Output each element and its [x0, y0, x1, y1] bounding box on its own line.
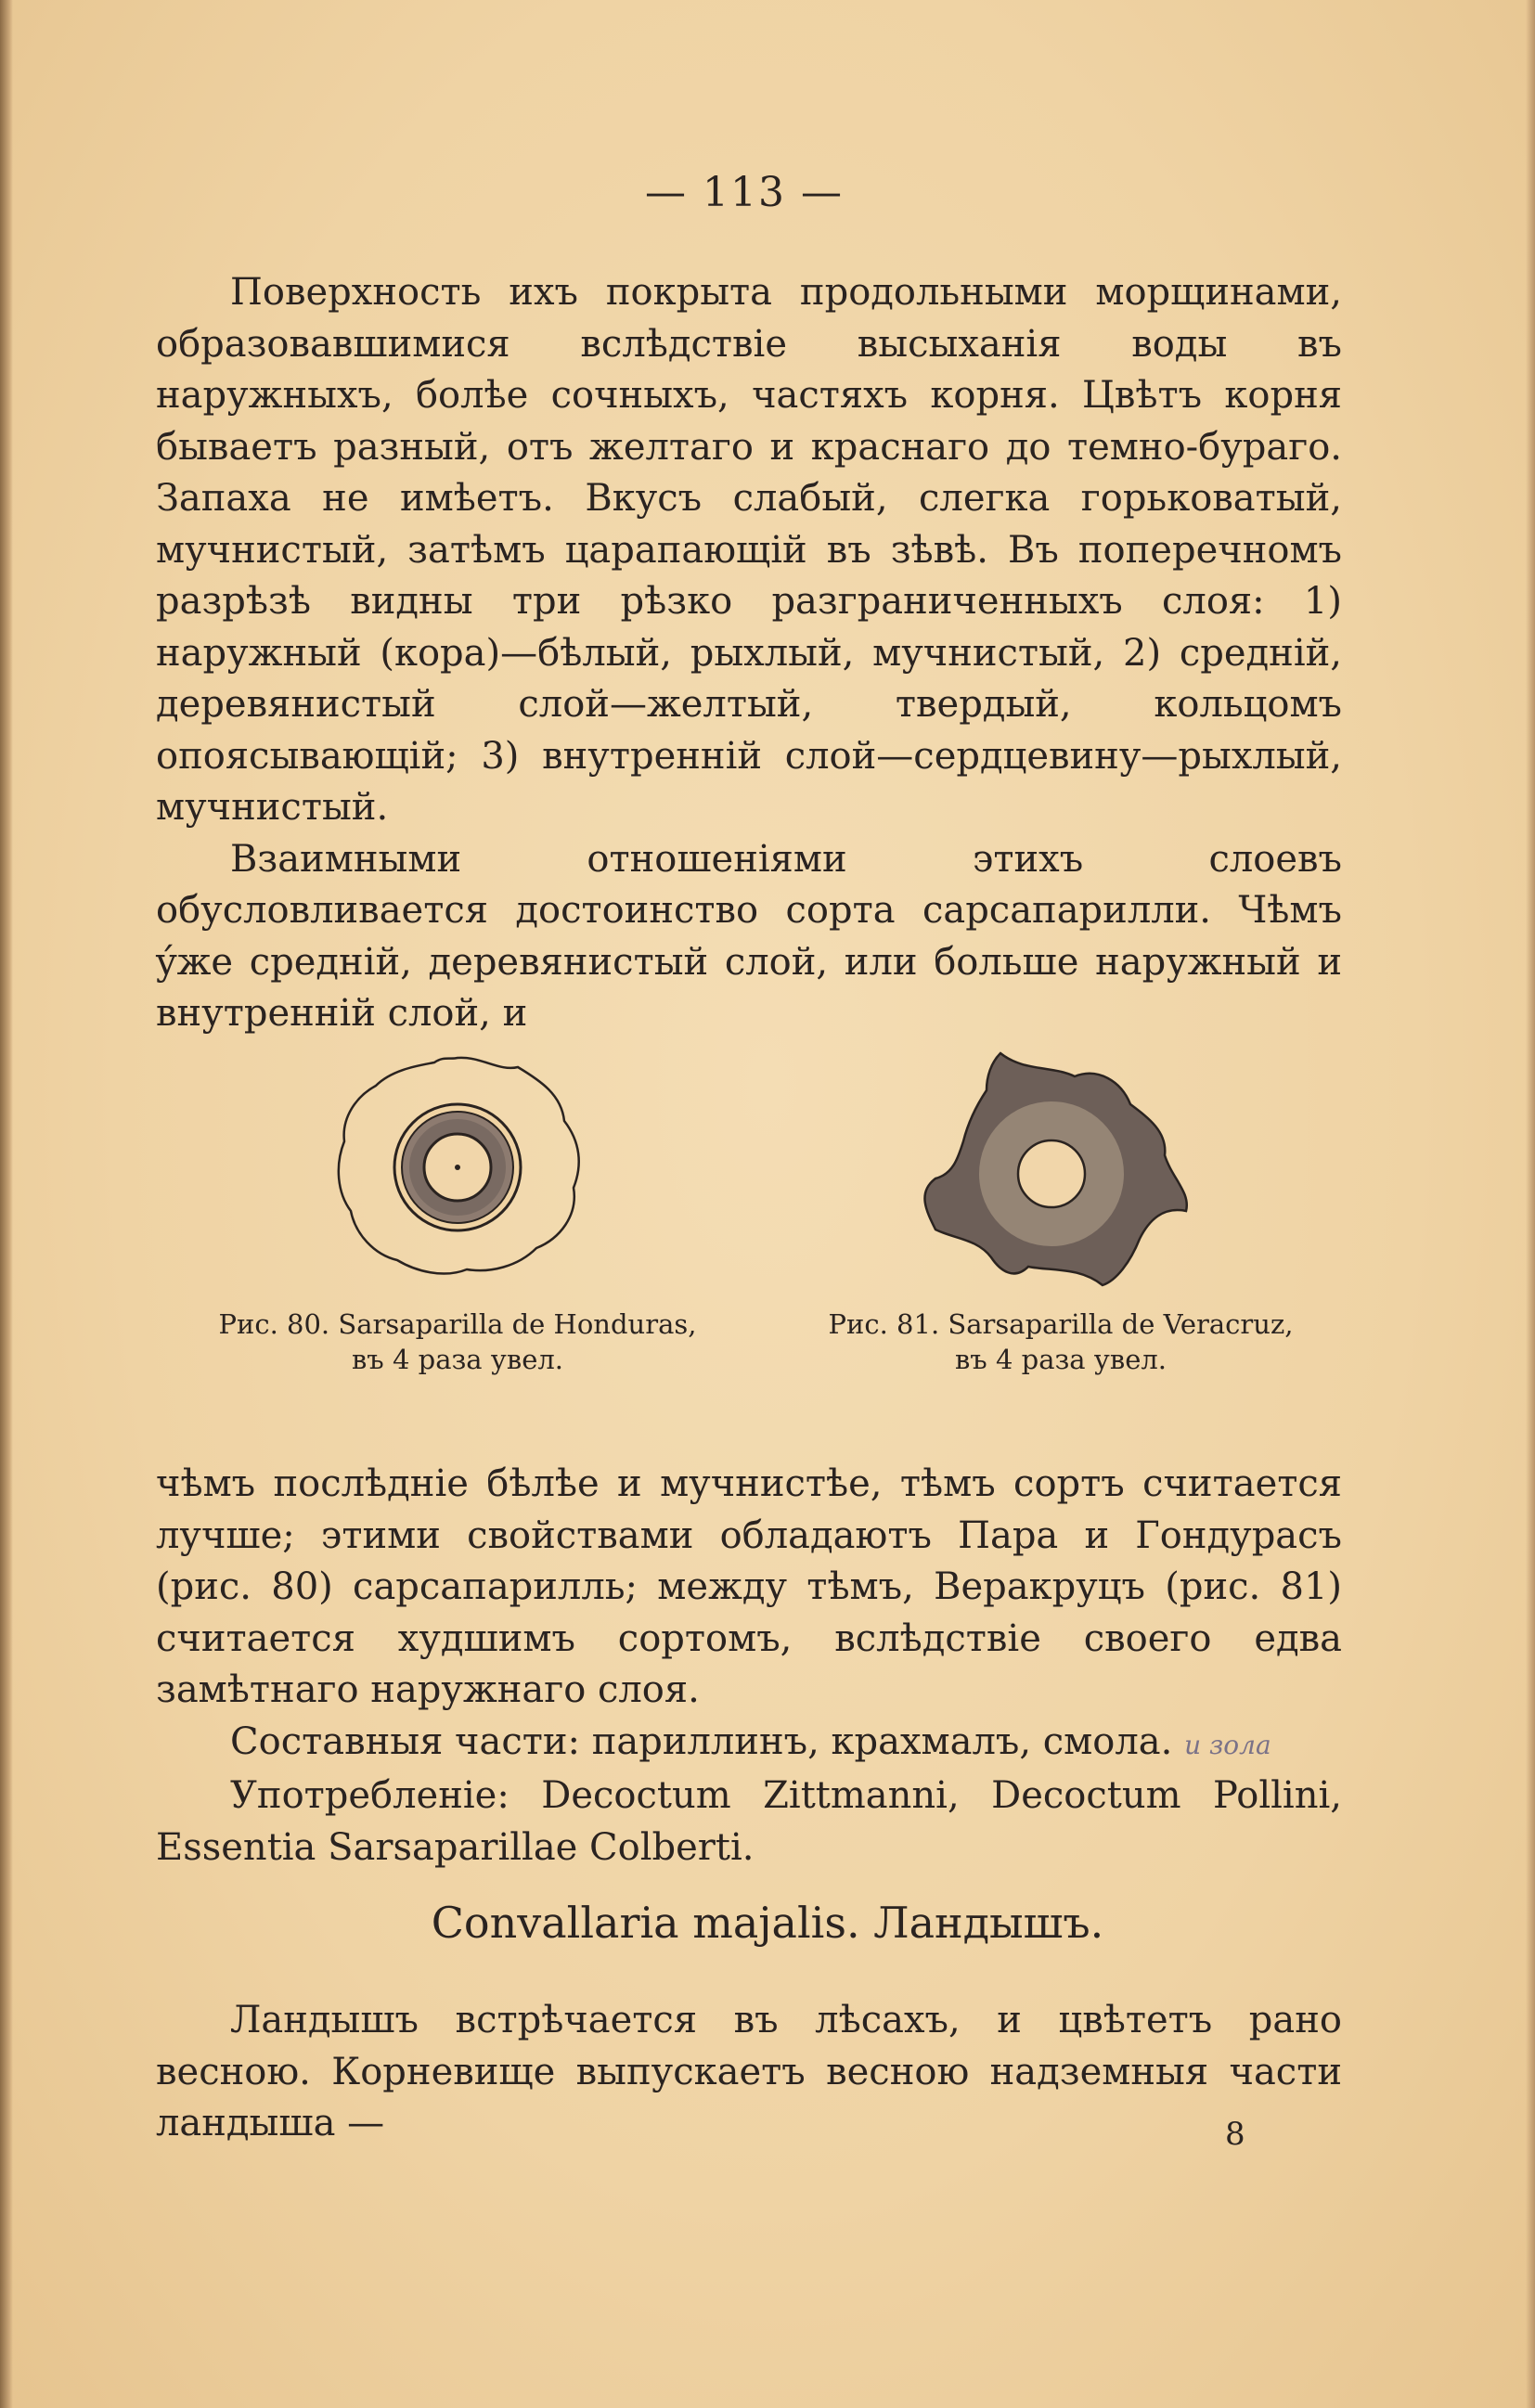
figure-80-caption-line2: въ 4 раза увел.	[351, 1344, 564, 1375]
figure-81-caption-line2: въ 4 раза увел.	[954, 1344, 1167, 1375]
text-block-bottom	[156, 1995, 1342, 2150]
page-edge-shadow	[1526, 0, 1535, 2408]
paragraph-surface: Поверхность ихъ покрыта продольными морщинами, образовавшимися вслѣдствіе высыханія воды въ наружныхъ, болѣе сочныхъ, частяхъ корня. Цвѣтъ корня бываетъ разный, отъ желтаго и краснаго до темно-бураго. Запаха не имѣетъ. Вкусъ слабый, слегка горьковатый, мучнистый, затѣмъ царапающій въ зѣвѣ. Въ поперечномъ разрѣзѣ видны три рѣзко разграниченныхъ слоя: 1) наружный (кора)—бѣлый, рыхлый, мучнистый, 2) средній, деревянистый слой—желтый, твердый, кольцомъ опоясывающій; 3) внутренній слой—сердцевину—рыхлый, мучнистый.	[156, 271, 1342, 829]
signature-mark: 8	[1225, 2116, 1245, 2153]
handwritten-note: и зола	[1184, 1729, 1271, 1760]
paragraph-usage: Употребленіе: Decoctum Zittmanni, Decoctum Pollini, Essentia Sarsaparillae Colberti.	[156, 1774, 1342, 1869]
paragraph-quality: чѣмъ послѣдніе бѣлѣе и мучнистѣе, тѣмъ сортъ считается лучше; этими свойствами обладаютъ Пара и Гондурасъ (рис. 80) сарсапарилль; между тѣмъ, Веракруцъ (рис. 81) считается худшимъ сортомъ, вслѣдствіе своего едва замѣтнаго наружнаго слоя.	[156, 1462, 1342, 1711]
paragraph-components	[156, 1717, 1342, 1771]
paragraph-convallaria: Ландышъ встрѣчается въ лѣсахъ, и цвѣтетъ рано весною. Корневище выпускаетъ весною надземныя части ландыша —	[156, 1999, 1342, 2144]
figure-80	[156, 1039, 759, 1377]
figure-81	[759, 1039, 1362, 1377]
page-number: — 113 —	[645, 169, 844, 216]
figure-80-cross-section-image	[318, 1039, 597, 1290]
text-block-middle	[156, 1459, 1342, 1874]
page-spine-shadow	[0, 0, 13, 2408]
figure-81-caption-line1: Рис. 81. Sarsaparilla de Veracruz,	[828, 1308, 1294, 1340]
text-block-top	[156, 267, 1342, 1040]
section-title: Convallaria majalis. Ландышъ.	[431, 1898, 1104, 1948]
components-text: Составныя части: париллинъ, крахмалъ, смола.	[230, 1719, 1173, 1763]
figure-80-caption-line1: Рис. 80. Sarsaparilla de Honduras,	[218, 1308, 697, 1340]
figures-row	[156, 1039, 1362, 1429]
paragraph-layers: Взаимными отношеніями этихъ слоевъ обусловливается достоинство сорта сарсапарилли. Чѣмъ ýже средній, деревянистый слой, или больше наружный и внутренній слой, и	[156, 837, 1342, 1035]
figure-81-cross-section-image	[912, 1039, 1209, 1290]
